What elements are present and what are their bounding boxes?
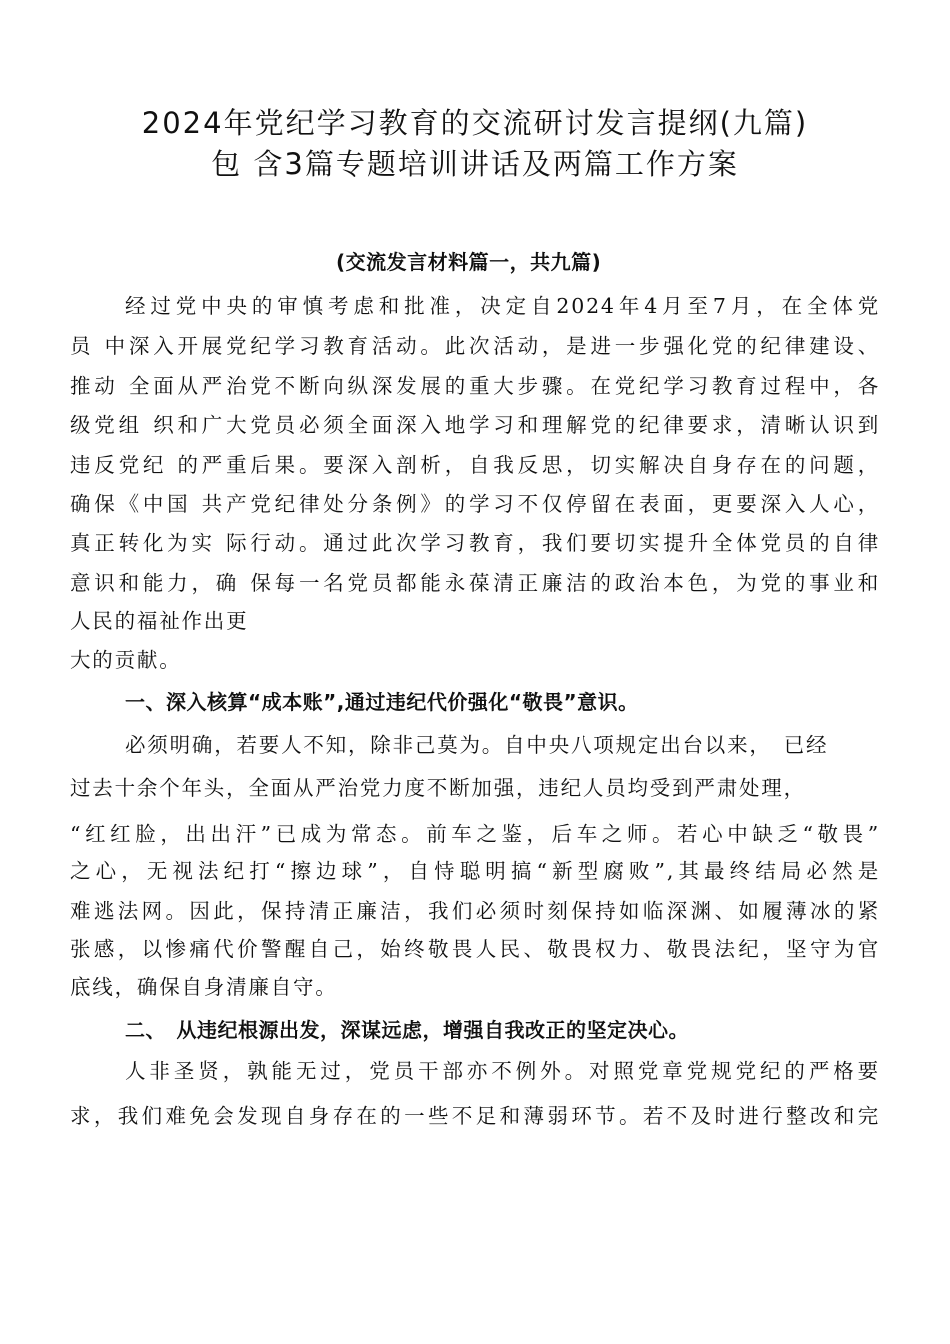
paragraph-line: 大的贡献。 — [70, 648, 182, 672]
section-heading-1: 一、深入核算“成本账”,通过违纪代价强化“敬畏”意识。 — [125, 690, 639, 714]
paragraph-line: 级党组 织和广大党员必须全面深入地学习和理解党的纪律要求，清晰认识到 — [70, 413, 880, 437]
paragraph-line: 求，我们难免会发现自身存在的一些不足和薄弱环节。若不及时进行整改和完 — [70, 1104, 880, 1128]
document-subtitle: (交流发言材料篇一，共九篇) — [336, 250, 602, 274]
paragraph-line: 经过党中央的审慎考虑和批准，决定自2024年4月至7月，在全体党 — [125, 294, 880, 318]
paragraph-line: 员 中深入开展党纪学习教育活动。此次活动，是进一步强化党的纪律建设、 — [70, 334, 880, 358]
paragraph-line: 过去十余个年头，全面从严治党力度不断加强，违纪人员均受到严肃处理， — [70, 776, 806, 800]
paragraph-line: 人民的福祉作出更 — [70, 609, 249, 633]
paragraph-line: 难逃法网。因此，保持清正廉洁，我们必须时刻保持如临深渊、如履薄冰的紧 — [70, 899, 880, 923]
paragraph-line: 必须明确，若要人不知，除非己莫为。自中央八项规定出台以来， 已经 — [125, 733, 829, 757]
document-title-line-1: 2024年党纪学习教育的交流研讨发言提纲(九篇) — [141, 106, 809, 140]
paragraph-line: 底线，确保自身清廉自守。 — [70, 975, 338, 999]
document-title-line-2: 包 含3篇专题培训讲话及两篇工作方案 — [211, 147, 739, 181]
paragraph-line: 张感，以惨痛代价警醒自己，始终敬畏人民、敬畏权力、敬畏法纪，坚守为官 — [70, 937, 880, 961]
paragraph-line: “红红脸，出出汗”已成为常态。前车之鉴，后车之师。若心中缺乏“敬畏” — [70, 822, 880, 846]
paragraph-line: 违反党纪 的严重后果。要深入剖析，自我反思，切实解决自身存在的问题， — [70, 453, 880, 477]
paragraph-line: 确保《中国 共产党纪律处分条例》的学习不仅停留在表面，更要深入人心， — [70, 492, 880, 516]
paragraph-line: 之心，无视法纪打“擦边球”，自恃聪明搞“新型腐败”,其最终结局必然是 — [70, 859, 880, 883]
paragraph-line: 意识和能力，确 保每一名党员都能永葆清正廉洁的政治本色，为党的事业和 — [70, 571, 880, 595]
section-heading-2: 二、 从违纪根源出发，深谋远虑，增强自我改正的坚定决心。 — [125, 1018, 689, 1042]
paragraph-line: 人非圣贤，孰能无过，党员干部亦不例外。对照党章党规党纪的严格要 — [125, 1059, 880, 1083]
paragraph-line: 真正转化为实 际行动。通过此次学习教育，我们要切实提升全体党员的自律 — [70, 531, 880, 555]
paragraph-line: 推动 全面从严治党不断向纵深发展的重大步骤。在党纪学习教育过程中，各 — [70, 374, 880, 398]
